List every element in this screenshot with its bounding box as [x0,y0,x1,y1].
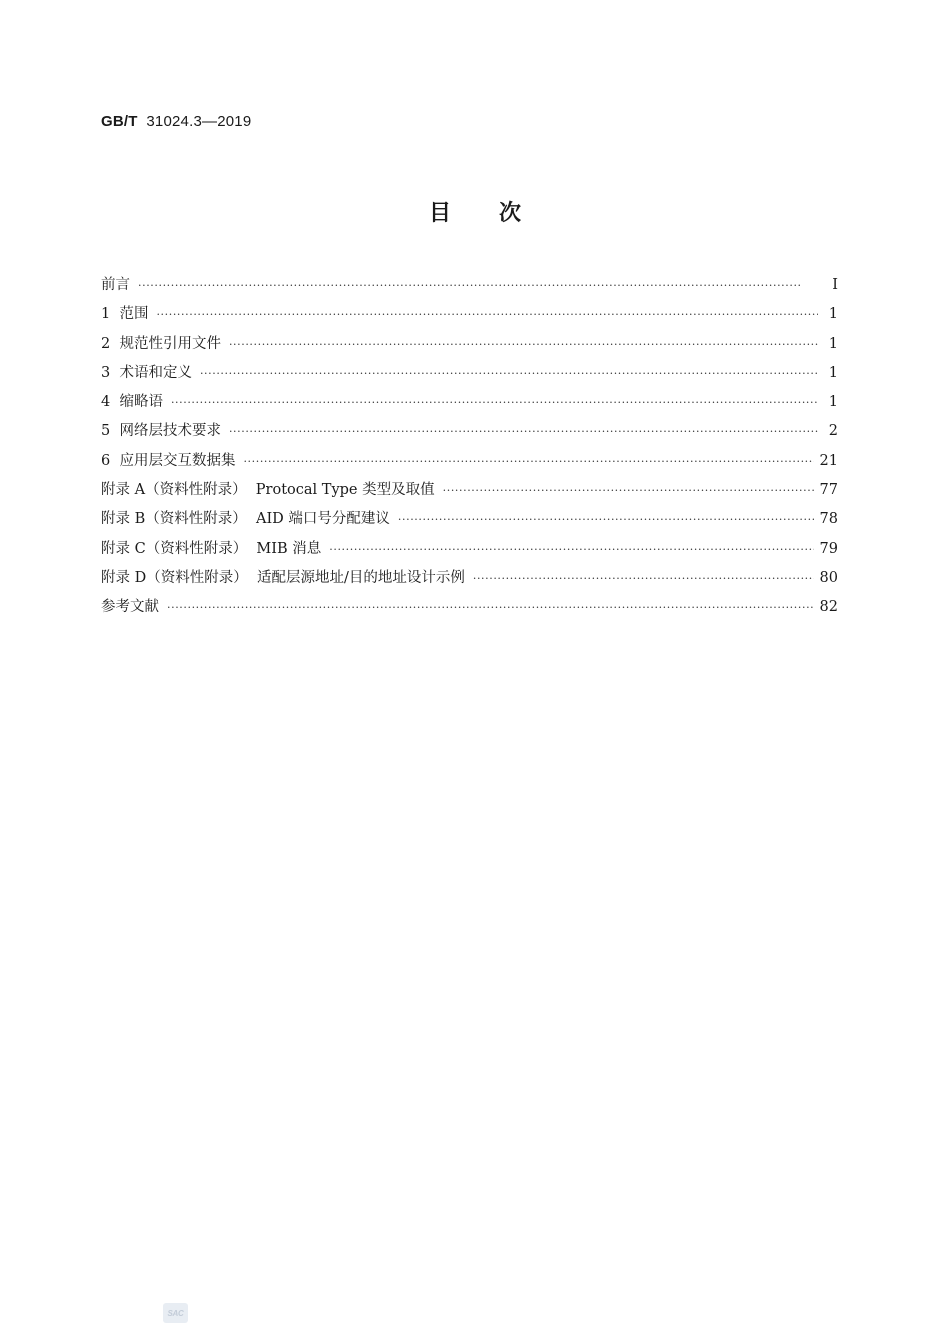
toc-dot-leader [443,480,814,502]
page-title: 目次 [428,201,569,226]
toc-entry-page-number: 1 [828,335,838,352]
toc-entry-label: 附录 D（资料性附录） 适配层源地址/目的地址设计示例 [101,569,465,586]
table-of-contents [101,274,838,626]
toc-entry[interactable] [101,567,838,596]
toc-entry-page-number: 1 [828,394,838,411]
toc-entry-page-number: 80 [819,569,838,586]
toc-dot-leader [138,275,818,297]
toc-entry-page-number: 77 [819,482,838,499]
toc-entry-page-number: 1 [828,306,838,323]
toc-dot-leader [229,421,818,443]
toc-entry-label: 前言 [101,277,130,293]
toc-entry[interactable] [101,303,838,332]
toc-entry-label: 5 网络层技术要求 [101,423,221,440]
toc-entry[interactable] [101,391,838,420]
toc-entry-label: 参考文献 [101,599,159,616]
toc-entry-page-number: Ⅰ [832,277,838,293]
toc-dot-leader [329,539,813,561]
toc-entry-label: 4 缩略语 [101,394,163,411]
toc-entry-label: 3 术语和定义 [101,364,192,381]
toc-entry-label: 2 规范性引用文件 [101,335,221,352]
toc-entry-page-number: 82 [819,599,838,616]
standard-prefix: GB/T [101,113,138,130]
toc-entry-label: 附录 C（资料性附录） MIB 消息 [101,540,322,557]
standard-number-header [101,113,251,130]
standard-number: 31024.3—2019 [146,113,252,130]
toc-dot-leader [167,597,814,619]
toc-dot-leader [473,568,814,590]
toc-entry[interactable] [101,450,838,479]
toc-entry-page-number: 79 [819,540,838,557]
toc-dot-leader [171,392,818,414]
toc-dot-leader [229,334,818,356]
toc-entry[interactable] [101,333,838,362]
toc-entry-label: 1 范围 [101,306,149,323]
toc-entry-page-number: 21 [819,452,838,469]
toc-dot-leader [200,363,818,385]
toc-entry-page-number: 2 [828,423,838,440]
toc-entry[interactable] [101,362,838,391]
toc-entry-label: 附录 A（资料性附录） Protocal Type 类型及取值 [101,482,435,499]
toc-entry-page-number: 1 [828,364,838,381]
toc-entry-page-number: 78 [819,511,838,528]
toc-dot-leader [398,509,814,531]
toc-entry[interactable] [101,479,838,508]
sac-watermark-logo: SAC [163,1303,188,1323]
toc-entry[interactable] [101,596,838,625]
toc-entry-label: 附录 B（资料性附录） AID 端口号分配建议 [101,511,390,528]
toc-entry[interactable] [101,538,838,567]
toc-entry[interactable] [101,274,838,303]
toc-dot-leader [156,304,818,326]
toc-dot-leader [243,451,813,473]
toc-entry-label: 6 应用层交互数据集 [101,452,236,469]
toc-entry[interactable] [101,420,838,449]
toc-entry[interactable] [101,508,838,537]
